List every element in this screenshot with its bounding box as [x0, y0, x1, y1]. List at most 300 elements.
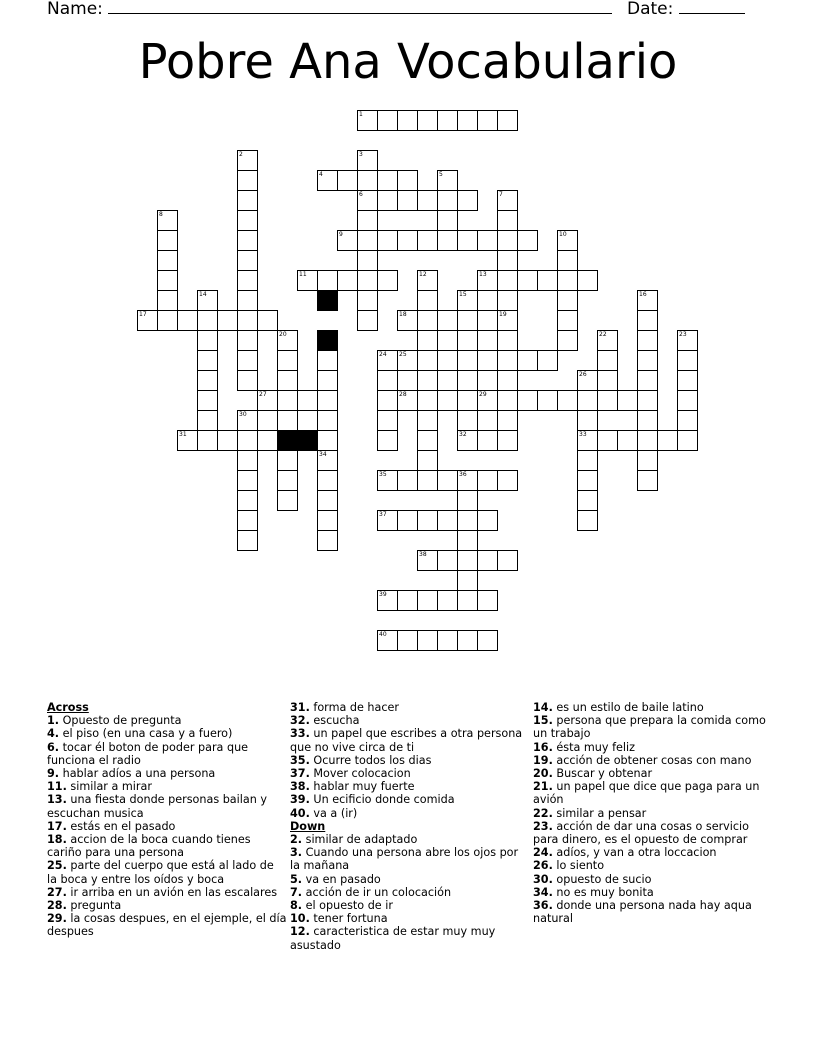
grid-cell[interactable] — [317, 390, 338, 411]
grid-cell[interactable] — [437, 350, 458, 371]
down-clue — [533, 846, 773, 859]
clue-text: acción de dar una cosas o servicio para dinero, es el opuesto de comprar — [533, 819, 750, 847]
clue-number: 34. — [533, 885, 553, 899]
clue-number: 7. — [290, 885, 303, 899]
grid-cell[interactable] — [357, 270, 378, 291]
across-clue — [47, 820, 287, 833]
grid-cell[interactable] — [237, 310, 258, 331]
grid-cell[interactable] — [317, 350, 338, 371]
grid-cell[interactable] — [637, 370, 658, 391]
grid-cell[interactable] — [597, 390, 618, 411]
grid-cell[interactable] — [377, 510, 398, 531]
down-clue — [533, 807, 773, 820]
grid-cell[interactable] — [477, 270, 498, 291]
grid-cell[interactable] — [517, 230, 538, 251]
grid-cell[interactable] — [497, 430, 518, 451]
grid-cell[interactable] — [197, 350, 218, 371]
grid-cell[interactable] — [557, 390, 578, 411]
grid-cell[interactable] — [437, 310, 458, 331]
clue-text: adíos, y van a otra loccacion — [556, 846, 717, 860]
grid-cell[interactable] — [517, 270, 538, 291]
grid-cell[interactable] — [557, 290, 578, 311]
page-title: Pobre Ana Vocabulario — [138, 34, 678, 90]
clue-number: 40. — [290, 806, 310, 820]
clue-text: similar a mirar — [70, 780, 152, 794]
grid-cell[interactable] — [477, 590, 498, 611]
black-square — [277, 430, 298, 451]
clue-number: 38 — [419, 551, 427, 558]
grid-cell[interactable] — [377, 410, 398, 431]
grid-cell[interactable] — [457, 190, 478, 211]
grid-cell[interactable] — [357, 210, 378, 231]
grid-cell[interactable] — [437, 630, 458, 651]
grid-cell[interactable] — [237, 270, 258, 291]
grid-cell[interactable] — [437, 510, 458, 531]
grid-cell[interactable] — [617, 390, 638, 411]
grid-cell[interactable] — [497, 250, 518, 271]
grid-cell[interactable] — [377, 470, 398, 491]
grid-cell[interactable] — [237, 530, 258, 551]
grid-cell[interactable] — [637, 390, 658, 411]
grid-cell[interactable] — [577, 470, 598, 491]
grid-cell[interactable] — [417, 630, 438, 651]
grid-cell[interactable] — [397, 510, 418, 531]
grid-cell[interactable] — [477, 470, 498, 491]
grid-cell[interactable] — [497, 210, 518, 231]
grid-cell[interactable] — [237, 430, 258, 451]
grid-cell[interactable] — [677, 330, 698, 351]
grid-cell[interactable] — [417, 450, 438, 471]
grid-cell[interactable] — [417, 470, 438, 491]
grid-cell[interactable] — [277, 390, 298, 411]
grid-cell[interactable] — [157, 230, 178, 251]
grid-cell[interactable] — [177, 430, 198, 451]
grid-cell[interactable] — [497, 310, 518, 331]
grid-cell[interactable] — [397, 470, 418, 491]
clue-text: estás en el pasado — [70, 819, 176, 833]
grid-cell[interactable] — [317, 530, 338, 551]
grid-cell[interactable] — [597, 330, 618, 351]
grid-cell[interactable] — [157, 310, 178, 331]
grid-cell[interactable] — [277, 370, 298, 391]
grid-cell[interactable] — [317, 430, 338, 451]
grid-cell[interactable] — [557, 310, 578, 331]
grid-cell[interactable] — [477, 510, 498, 531]
grid-cell[interactable] — [377, 350, 398, 371]
grid-cell[interactable] — [237, 150, 258, 171]
grid-cell[interactable] — [637, 470, 658, 491]
grid-cell[interactable] — [357, 250, 378, 271]
clue-number: 10 — [559, 231, 567, 238]
grid-cell[interactable] — [197, 430, 218, 451]
grid-cell[interactable] — [397, 170, 418, 191]
grid-cell[interactable] — [657, 430, 678, 451]
grid-cell[interactable] — [417, 290, 438, 311]
grid-cell[interactable] — [637, 290, 658, 311]
grid-cell[interactable] — [497, 410, 518, 431]
grid-cell[interactable] — [457, 330, 478, 351]
grid-cell[interactable] — [497, 350, 518, 371]
grid-cell[interactable] — [417, 190, 438, 211]
grid-cell[interactable] — [577, 510, 598, 531]
grid-cell[interactable] — [257, 390, 278, 411]
grid-cell[interactable] — [157, 270, 178, 291]
grid-cell[interactable] — [277, 330, 298, 351]
date-label: Date: — [627, 0, 674, 19]
grid-cell[interactable] — [317, 270, 338, 291]
grid-cell[interactable] — [357, 290, 378, 311]
grid-cell[interactable] — [457, 370, 478, 391]
grid-cell[interactable] — [397, 230, 418, 251]
grid-cell[interactable] — [457, 590, 478, 611]
grid-cell[interactable] — [557, 330, 578, 351]
grid-cell[interactable] — [437, 190, 458, 211]
grid-cell[interactable] — [317, 410, 338, 431]
grid-cell[interactable] — [257, 310, 278, 331]
grid-cell[interactable] — [317, 170, 338, 191]
clue-number: 22 — [599, 331, 607, 338]
grid-cell[interactable] — [497, 330, 518, 351]
grid-cell[interactable] — [197, 370, 218, 391]
grid-cell[interactable] — [677, 350, 698, 371]
clue-text: tocar él boton de poder para que funciona el radio — [47, 740, 249, 767]
clue-number: 17. — [47, 819, 67, 833]
clue-text: escucha — [313, 714, 360, 728]
grid-cell[interactable] — [437, 390, 458, 411]
grid-cell[interactable] — [377, 190, 398, 211]
grid-cell[interactable] — [597, 350, 618, 371]
grid-cell[interactable] — [417, 110, 438, 131]
clue-number: 4. — [47, 727, 60, 741]
clue-number: 13 — [479, 271, 487, 278]
clue-number: 29 — [479, 391, 487, 398]
grid-cell[interactable] — [197, 310, 218, 331]
down-clue — [533, 714, 773, 740]
grid-cell[interactable] — [457, 410, 478, 431]
clue-text: Ocurre todos los dias — [313, 753, 432, 767]
grid-cell[interactable] — [457, 350, 478, 371]
grid-cell[interactable] — [177, 310, 198, 331]
grid-cell[interactable] — [377, 390, 398, 411]
grid-cell[interactable] — [217, 310, 238, 331]
grid-cell[interactable] — [357, 310, 378, 331]
across-clue — [47, 859, 287, 885]
down-clue — [533, 859, 773, 872]
grid-cell[interactable] — [257, 430, 278, 451]
grid-cell[interactable] — [457, 390, 478, 411]
grid-cell[interactable] — [437, 590, 458, 611]
grid-cell[interactable] — [237, 510, 258, 531]
grid-cell[interactable] — [677, 430, 698, 451]
black-square — [297, 430, 318, 451]
grid-cell[interactable] — [197, 410, 218, 431]
clue-number: 19. — [533, 753, 553, 767]
grid-cell[interactable] — [317, 510, 338, 531]
grid-cell[interactable] — [577, 370, 598, 391]
grid-cell[interactable] — [597, 430, 618, 451]
grid-cell[interactable] — [237, 490, 258, 511]
grid-cell[interactable] — [417, 510, 438, 531]
grid-cell[interactable] — [637, 430, 658, 451]
clue-number: 17 — [139, 311, 147, 318]
grid-cell[interactable] — [477, 550, 498, 571]
clue-number: 14 — [199, 291, 207, 298]
grid-cell[interactable] — [397, 190, 418, 211]
grid-cell[interactable] — [337, 170, 358, 191]
grid-cell[interactable] — [557, 250, 578, 271]
grid-cell[interactable] — [357, 150, 378, 171]
grid-cell[interactable] — [517, 350, 538, 371]
grid-cell[interactable] — [597, 370, 618, 391]
grid-cell[interactable] — [417, 430, 438, 451]
grid-cell[interactable] — [457, 470, 478, 491]
clue-number: 30. — [533, 872, 553, 886]
grid-cell[interactable] — [397, 110, 418, 131]
grid-cell[interactable] — [477, 230, 498, 251]
down-clue — [533, 701, 773, 714]
clue-number: 14. — [533, 701, 553, 714]
grid-cell[interactable] — [237, 350, 258, 371]
black-square — [317, 330, 338, 351]
grid-cell[interactable] — [457, 510, 478, 531]
across-clue — [290, 793, 530, 806]
grid-cell[interactable] — [577, 430, 598, 451]
grid-cell[interactable] — [377, 270, 398, 291]
grid-cell[interactable] — [397, 350, 418, 371]
grid-cell[interactable] — [437, 170, 458, 191]
grid-cell[interactable] — [237, 190, 258, 211]
grid-cell[interactable] — [677, 370, 698, 391]
grid-cell[interactable] — [417, 550, 438, 571]
grid-cell[interactable] — [677, 410, 698, 431]
grid-cell[interactable] — [137, 310, 158, 331]
clue-number: 2. — [290, 833, 303, 847]
grid-cell[interactable] — [317, 450, 338, 471]
grid-cell[interactable] — [497, 470, 518, 491]
grid-cell[interactable] — [677, 390, 698, 411]
grid-cell[interactable] — [197, 390, 218, 411]
grid-cell[interactable] — [237, 470, 258, 491]
across-clue — [290, 727, 530, 753]
grid-cell[interactable] — [237, 330, 258, 351]
grid-cell[interactable] — [497, 110, 518, 131]
grid-cell[interactable] — [237, 290, 258, 311]
clue-number: 35. — [290, 753, 310, 767]
grid-cell[interactable] — [417, 230, 438, 251]
grid-cell[interactable] — [357, 110, 378, 131]
across-clue — [47, 767, 287, 780]
clue-text: forma de hacer — [313, 701, 400, 714]
clue-number: 21. — [533, 780, 553, 794]
clue-number: 25. — [47, 859, 67, 873]
grid-cell[interactable] — [317, 490, 338, 511]
grid-cell[interactable] — [517, 390, 538, 411]
grid-cell[interactable] — [477, 110, 498, 131]
across-clue — [47, 780, 287, 793]
grid-cell[interactable] — [457, 570, 478, 591]
grid-cell[interactable] — [457, 230, 478, 251]
grid-cell[interactable] — [417, 590, 438, 611]
grid-cell[interactable] — [417, 410, 438, 431]
clue-text: no es muy bonita — [556, 885, 654, 899]
clue-number: 10. — [290, 912, 310, 926]
grid-cell[interactable] — [237, 250, 258, 271]
grid-cell[interactable] — [497, 370, 518, 391]
grid-cell[interactable] — [197, 290, 218, 311]
grid-cell[interactable] — [617, 430, 638, 451]
grid-cell[interactable] — [377, 230, 398, 251]
clue-number: 35 — [379, 471, 387, 478]
grid-cell[interactable] — [437, 230, 458, 251]
grid-cell[interactable] — [557, 270, 578, 291]
grid-cell[interactable] — [557, 230, 578, 251]
grid-cell[interactable] — [357, 230, 378, 251]
grid-cell[interactable] — [297, 390, 318, 411]
clue-text: parte del cuerpo que está al lado de la boca y entre los oídos y boca — [47, 859, 274, 886]
clue-number: 28. — [47, 899, 67, 913]
grid-cell[interactable] — [417, 390, 438, 411]
clue-number: 24. — [533, 846, 553, 860]
grid-cell[interactable] — [417, 330, 438, 351]
grid-cell[interactable] — [157, 290, 178, 311]
across-clue — [290, 754, 530, 767]
grid-cell[interactable] — [277, 350, 298, 371]
grid-cell[interactable] — [377, 170, 398, 191]
grid-cell[interactable] — [397, 630, 418, 651]
grid-cell[interactable] — [477, 310, 498, 331]
clue-section-heading: Down — [290, 819, 326, 833]
grid-cell[interactable] — [377, 430, 398, 451]
grid-cell[interactable] — [277, 410, 298, 431]
clue-text: persona que prepara la comida como un trabajo — [533, 714, 766, 741]
grid-cell[interactable] — [377, 370, 398, 391]
grid-cell[interactable] — [437, 550, 458, 571]
grid-cell[interactable] — [477, 430, 498, 451]
clue-text: un papel que escribes a otra persona que no vive circa de ti — [290, 727, 523, 754]
grid-cell[interactable] — [637, 310, 658, 331]
grid-cell[interactable] — [397, 390, 418, 411]
grid-cell[interactable] — [497, 550, 518, 571]
grid-cell[interactable] — [417, 310, 438, 331]
down-clue — [290, 886, 530, 899]
grid-cell[interactable] — [437, 110, 458, 131]
clue-text: el opuesto de ir — [305, 899, 393, 913]
grid-cell[interactable] — [377, 110, 398, 131]
grid-cell[interactable] — [457, 550, 478, 571]
grid-cell[interactable] — [397, 310, 418, 331]
grid-cell[interactable] — [417, 270, 438, 291]
clue-text: accion de la boca cuando tienes cariño para una persona — [47, 833, 251, 860]
grid-cell[interactable] — [577, 410, 598, 431]
grid-cell[interactable] — [237, 230, 258, 251]
clue-number: 6. — [47, 740, 60, 754]
clue-number: 5. — [290, 872, 303, 886]
grid-cell[interactable] — [317, 470, 338, 491]
grid-cell[interactable] — [637, 410, 658, 431]
clue-text: ir arriba en un avión en las escalares — [70, 885, 278, 899]
grid-cell[interactable] — [497, 190, 518, 211]
grid-cell[interactable] — [357, 170, 378, 191]
grid-cell[interactable] — [457, 630, 478, 651]
grid-cell[interactable] — [457, 310, 478, 331]
clue-number: 27 — [259, 391, 267, 398]
clue-number: 16 — [639, 291, 647, 298]
grid-cell[interactable] — [197, 330, 218, 351]
grid-cell[interactable] — [377, 590, 398, 611]
grid-cell[interactable] — [577, 490, 598, 511]
clue-text: la cosas despues, en el ejemple, el día despues — [47, 912, 287, 939]
grid-cell[interactable] — [497, 270, 518, 291]
grid-cell[interactable] — [477, 390, 498, 411]
grid-cell[interactable] — [277, 470, 298, 491]
grid-cell[interactable] — [457, 290, 478, 311]
grid-cell[interactable] — [357, 190, 378, 211]
grid-cell[interactable] — [457, 430, 478, 451]
grid-cell[interactable] — [277, 490, 298, 511]
grid-cell[interactable] — [497, 390, 518, 411]
grid-cell[interactable] — [237, 450, 258, 471]
down-clue — [290, 912, 530, 925]
grid-cell[interactable] — [337, 230, 358, 251]
grid-cell[interactable] — [317, 370, 338, 391]
grid-cell[interactable] — [337, 270, 358, 291]
grid-cell[interactable] — [237, 370, 258, 391]
grid-cell[interactable] — [637, 350, 658, 371]
grid-cell[interactable] — [577, 390, 598, 411]
grid-cell[interactable] — [577, 450, 598, 471]
grid-cell[interactable] — [497, 290, 518, 311]
grid-cell[interactable] — [237, 170, 258, 191]
grid-cell[interactable] — [457, 490, 478, 511]
clue-text: donde una persona nada hay aqua natural — [533, 899, 752, 926]
grid-cell[interactable] — [497, 230, 518, 251]
grid-cell[interactable] — [237, 210, 258, 231]
grid-cell[interactable] — [537, 270, 558, 291]
grid-cell[interactable] — [297, 270, 318, 291]
clue-text: va en pasado — [305, 872, 381, 886]
grid-cell[interactable] — [637, 330, 658, 351]
grid-cell[interactable] — [457, 110, 478, 131]
grid-cell[interactable] — [157, 210, 178, 231]
grid-cell[interactable] — [157, 250, 178, 271]
grid-cell[interactable] — [417, 370, 438, 391]
clue-number: 26. — [533, 859, 553, 873]
grid-cell[interactable] — [437, 470, 458, 491]
grid-cell[interactable] — [457, 530, 478, 551]
across-clue — [47, 833, 287, 859]
clue-number: 33. — [290, 727, 310, 741]
grid-cell[interactable] — [217, 430, 238, 451]
grid-cell[interactable] — [477, 630, 498, 651]
grid-cell[interactable] — [537, 390, 558, 411]
clue-number: 12. — [290, 925, 310, 939]
clue-number: 20 — [279, 331, 287, 338]
clue-text: una fiesta donde personas bailan y escuchan musica — [47, 793, 268, 820]
clue-text: acción de ir un colocación — [305, 885, 452, 899]
grid-cell[interactable] — [277, 450, 298, 471]
grid-cell[interactable] — [637, 450, 658, 471]
grid-cell[interactable] — [397, 590, 418, 611]
grid-cell[interactable] — [537, 350, 558, 371]
grid-cell[interactable] — [437, 210, 458, 231]
grid-cell[interactable] — [237, 410, 258, 431]
clue-number: 25 — [399, 351, 407, 358]
clue-column-1 — [47, 701, 287, 939]
grid-cell[interactable] — [417, 350, 438, 371]
grid-cell[interactable] — [377, 630, 398, 651]
grid-cell[interactable] — [577, 270, 598, 291]
grid-cell[interactable] — [477, 350, 498, 371]
